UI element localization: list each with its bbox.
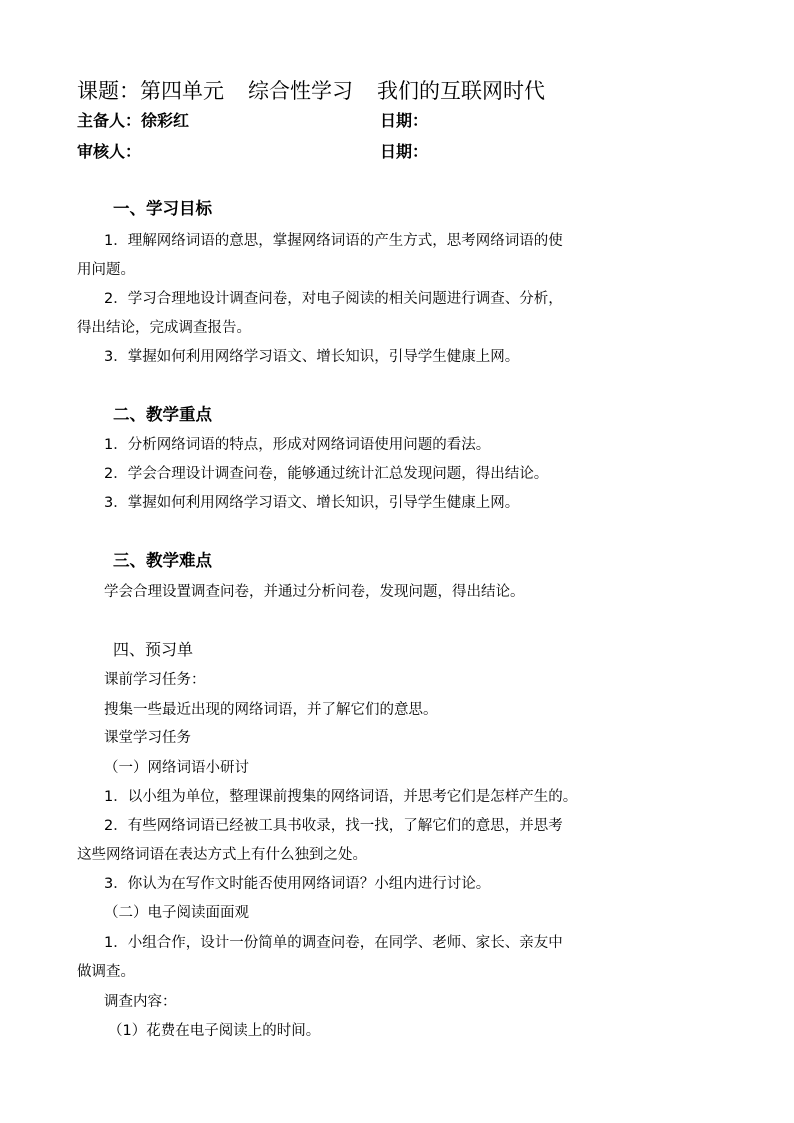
section-heading-key-points: 二、教学重点 [113, 405, 212, 424]
title-part-topic: 综合性学习 [248, 79, 353, 103]
objective-item-1-line-2: 用问题。 [77, 262, 135, 278]
lesson-title [77, 76, 545, 106]
e-reading-item-1-line-2: 做调查。 [77, 964, 135, 980]
survey-item-1: （1）花费在电子阅读上的时间。 [108, 1023, 321, 1039]
e-reading-item-1-line-1: 1．小组合作，设计一份简单的调查问卷，在同学、老师、家长、亲友中 [104, 935, 563, 951]
objective-item-3: 3．掌握如何利用网络学习语文、增长知识，引导学生健康上网。 [104, 349, 520, 365]
objective-item-2-line-2: 得出结论，完成调查报告。 [77, 320, 251, 336]
preparer-date-label: 日期： [380, 111, 429, 130]
internet-words-item-1: 1．以小组为单位，整理课前搜集的网络词语，并思考它们是怎样产生的。 [104, 789, 578, 805]
difficulty-text: 学会合理设置调查问卷，并通过分析问卷，发现问题，得出结论。 [104, 584, 525, 600]
section-heading-difficulties: 三、教学难点 [113, 551, 212, 570]
pre-class-task-text: 搜集一些最近出现的网络词语，并了解它们的意思。 [104, 702, 438, 718]
title-part-unit: 课题：第四单元 [77, 79, 224, 103]
internet-words-item-2-line-2: 这些网络词语在表达方式上有什么独到之处。 [77, 847, 367, 863]
internet-words-item-2-line-1: 2．有些网络词语已经被工具书收录，找一找，了解它们的意思，并思考 [104, 818, 563, 834]
subsection-heading-internet-words: （一）网络词语小研讨 [104, 760, 249, 776]
reviewer-label: 审核人： [77, 142, 142, 161]
key-point-item-3: 3．掌握如何利用网络学习语文、增长知识，引导学生健康上网。 [104, 495, 520, 511]
objective-item-2-line-1: 2．学习合理地设计调查问卷，对电子阅读的相关问题进行调查、分析， [104, 291, 563, 307]
reviewer-date-label: 日期： [380, 142, 429, 161]
section-heading-objectives: 一、学习目标 [113, 199, 212, 218]
subsection-heading-e-reading: （二）电子阅读面面观 [104, 905, 249, 921]
internet-words-item-3: 3．你认为在写作文时能否使用网络词语？小组内进行讨论。 [104, 876, 491, 892]
pre-class-task-label: 课前学习任务： [104, 672, 206, 688]
objective-item-1-line-1: 1．理解网络词语的意思，掌握网络词语的产生方式，思考网络词语的使 [104, 233, 563, 249]
key-point-item-1: 1．分析网络词语的特点，形成对网络词语使用问题的看法。 [104, 437, 491, 453]
in-class-task-label: 课堂学习任务 [104, 730, 191, 746]
survey-content-label: 调查内容： [104, 994, 177, 1010]
title-part-subject: 我们的互联网时代 [377, 79, 545, 103]
section-heading-preview: 四、预习单 [113, 640, 194, 659]
key-point-item-2: 2．学会合理设计调查问卷，能够通过统计汇总发现问题，得出结论。 [104, 466, 549, 482]
preparer-label: 主备人：徐彩红 [77, 111, 190, 130]
